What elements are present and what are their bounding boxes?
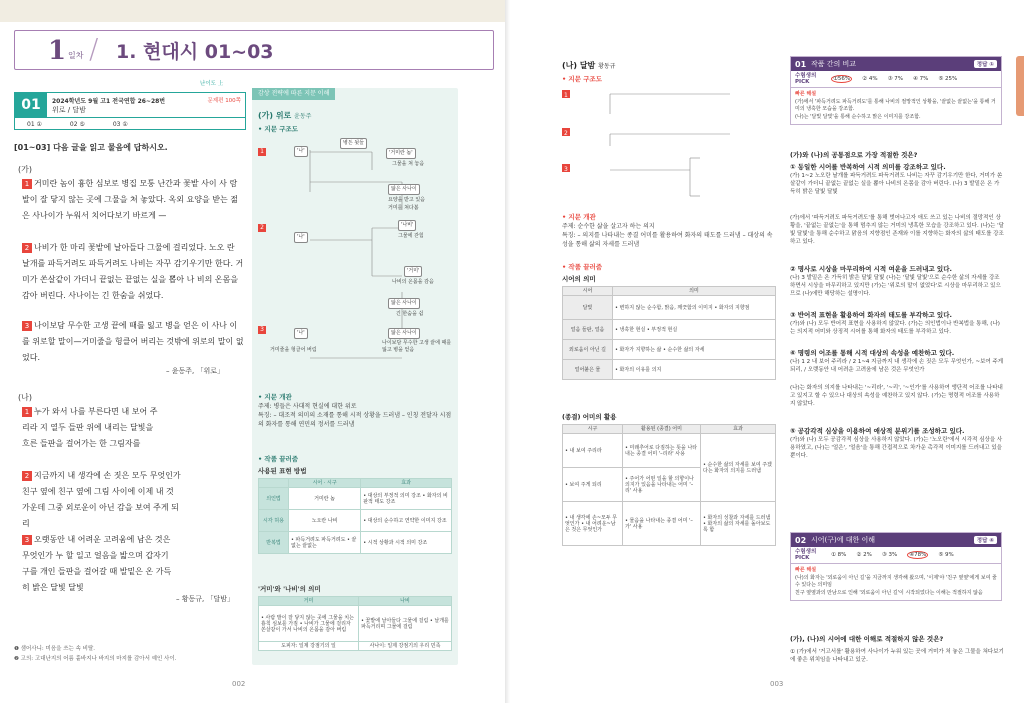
para-text: 거미란 놈이 흉한 심보로 병집 모퉁 난간과 꽃밭 사이 사 람 발이 잘 닿지 않는 곳에 그물을 쳐 놓았다. 옥외 요양을 받는 젊은 사나이가 누워서 치어다보기 바르게 — xyxy=(22,179,238,220)
diagram-butterfly: '나비' xyxy=(398,220,416,231)
answer-card-01 xyxy=(790,56,1002,125)
diagram-man-3: 앓은 사나이 xyxy=(388,328,420,339)
table-cell: 외로움이 아닌 길 xyxy=(563,340,613,360)
table-cell: 의인법 xyxy=(259,488,289,510)
expl-label: 빠른 해설 xyxy=(795,91,817,97)
para-number: 2 xyxy=(22,243,32,253)
q01-opt5-expl: (가)와 (나) 모두 공감각적 심상을 사용하지 않았다. (가)는 '노오란'에서 시각적 심상을 사용하였고, (나)는 '얼은', '얼음'을 통해 간접적으로 차가운 촉각적 이미지를 드러내고 있을 뿐이다. xyxy=(790,437,1003,459)
table-head: 효과 xyxy=(361,479,452,488)
table-cell: 시각 허용 xyxy=(259,510,289,532)
passage-ga-para-1 xyxy=(22,176,244,224)
q01-stem: (가)와 (나)의 공통점으로 가장 적절한 것은? xyxy=(790,151,918,159)
svg-text:3: 3 xyxy=(564,166,568,173)
pick-4: ④78% xyxy=(909,552,927,558)
answer-row xyxy=(15,117,245,130)
expl-item: (나)는 '달빛 달빛'을 통해 순수하고 맑은 이미지를 강조함. xyxy=(795,113,921,120)
table-head: 시어 · 시구 xyxy=(289,479,361,488)
passage-na-para-3 xyxy=(22,532,172,596)
pick-1: ① 8% xyxy=(831,552,847,558)
table-cell: • 냉혹한 현실 • 부정적 현실 xyxy=(613,320,776,340)
diagram-spider: '거미란 놈' xyxy=(386,148,416,159)
table-head: 거미 xyxy=(259,597,359,606)
table-cell: • 주어가 어떤 일을 할 의향이나 의지가 있음을 나타내는 어미 '–리' 사용 xyxy=(623,468,701,502)
para-text: 나이보담 무수한 고생 끝에 때를 잃고 병을 얻은 이 사나 이를 위로할 말이—거미줄을 헝클어 버리는 것밖에 위로의 말이 없었다. xyxy=(22,321,244,362)
na-structure-diagram xyxy=(560,84,780,204)
expl-item: (가)에서 '파득거려도 파득거려도'를 통해 나비의 절망적인 상황을, '끝없는 끝없는'을 통해 거미의 냉혹한 모습을 강조함. xyxy=(795,98,996,112)
pick-5: ⑤ 9% xyxy=(938,552,954,558)
table-cell: 얼음 들판, 얼음 xyxy=(563,320,613,340)
table-cell: • 변하지 않는 순수함, 맑음, 깨끗함의 이미지 • 화자의 지향점 xyxy=(613,296,776,320)
diagram-spider-2: '거미' xyxy=(404,266,422,277)
table-corner xyxy=(259,479,289,488)
q02-opt1: ① (가)에서 '거고서를' 활용하여 사나이가 누워 있는 곳에 거미가 처 놓은 그물을 쳐다보기에 좋은 위치임을 나타내고 있군. xyxy=(790,649,1004,663)
diagram-man-3-desc: 나이보담 무수한 고생 끝에 때를 잃고 병을 얻음 xyxy=(382,340,452,353)
diagram-man: 앓은 사나이 xyxy=(388,184,420,195)
diagram-i-3: '나' xyxy=(294,328,308,339)
answer-03: 03 ① xyxy=(112,120,128,128)
pick-2: ② 4% xyxy=(862,76,878,82)
day-label: 일차 xyxy=(68,51,84,60)
day-number: 1 xyxy=(48,36,67,66)
table-cell: • 파득거려도 파득거려도 • 끝없는 끝없는 xyxy=(289,532,361,554)
meaning-label: '거미'와 '나비'의 의미 xyxy=(258,585,321,593)
para-text: 나비가 한 마리 꽃밭에 날아들다 그물에 걸리었다. 노오 란 날개를 파득거려도 파득거려도 나비는 자꾸 감기우기만 한다. 거미가 쏜살같이 가더니 끝없는 끝없는 실을 뽑아 나 비의 온몸을 감아 버린다. 사나이는 긴 한숨을 쉬었다. xyxy=(22,243,244,300)
answer-card-title: 시어(구)에 대한 이해 xyxy=(811,536,876,544)
quick-explanation xyxy=(791,564,1001,600)
na-ending-table xyxy=(562,424,776,546)
table-cell: 반복법 xyxy=(259,532,289,554)
diagram-man-2: 앓은 사나이 xyxy=(388,298,420,309)
para-number: 3 xyxy=(22,321,32,331)
para-text: 누가 와서 나를 부른다면 내 보어 주리라 지 열두 들판 위에 내리는 달빛을 흐른 들판을 걸어가는 한 그림자를 xyxy=(22,407,158,448)
analysis-panel xyxy=(252,88,458,665)
q01-opt3: ③ 반어적 표현을 활용하여 화자의 태도를 부각하고 있다. xyxy=(790,311,952,319)
diagram-top: 병든 뒷들 xyxy=(340,138,367,149)
expl-item: (나)의 화자는 '외로움이 아닌 길'을 지금까지 생각해 왔으며, '이제'야 '친구 옆옆'에게 보여 줄 수 있다는 의미임 xyxy=(795,574,997,588)
na-meaning-table xyxy=(562,286,776,380)
passage-ga-label: (가) xyxy=(18,165,32,174)
answer-card-header xyxy=(791,533,1001,547)
passage-ga-para-3 xyxy=(22,318,244,366)
question-count: 문제편 100쪽 xyxy=(207,98,241,104)
header-slash: / xyxy=(89,32,99,65)
para-text: 오랫동안 내 어려운 고려움에 남은 것은 무엇인가 누 할 일고 얼음을 밟으며 갑자기 구를 개인 들판을 걸어갈 때 발밑은 온 가득히 밝은 달빛 달빛 xyxy=(22,535,172,592)
pick-row xyxy=(791,71,1001,88)
table-cell: 도피자: 일제 강점기의 일 xyxy=(259,642,359,651)
passage-na-para-1 xyxy=(22,404,162,452)
work-label: • 작품 끝러줌 xyxy=(258,455,299,463)
table-cell: • 순수한 삶의 자세를 보여 주겠다는 화자의 의지를 드러냄 xyxy=(701,434,776,502)
pick-2: ② 2% xyxy=(856,552,872,558)
table-cell: • 사람 발이 잘 닿지 않는 곳에 그물을 치는 흉칙 심보를 가짐 • 나비가 그물에 걸리자 쏜살같이 가서 나비의 온몸을 감아 버림 xyxy=(259,606,359,642)
table-head: 효과 xyxy=(701,425,776,434)
q01-opt2: ② 명사로 시상을 마무리하여 시적 여운을 드러내고 있다. xyxy=(790,265,952,273)
panel-author: 윤동주 xyxy=(294,113,312,120)
table-cell: 얼어붙은 물 xyxy=(563,360,613,380)
table-cell: • 대상의 순수하고 연약한 이미지 강조 xyxy=(361,510,452,532)
table-head: 나비 xyxy=(359,597,452,606)
passage-ga-para-2 xyxy=(22,240,244,304)
pick-1: ①56% xyxy=(833,76,851,82)
question-genre: 위로 / 달밤 xyxy=(52,106,86,114)
q01-opt1-expl: (가)에서 '파득거려도 파득거려도'를 통해 벗어나고자 애도 쓰고 있는 나비의 절망적인 상황을, '끝없는 끝없는'을 통해 멈추지 않는 거미의 냉혹한 모습을 강조하고 있다. (나)는 '달빛 달빛'을 통해 순수하고 맑음의 지향점인 존재와 이를 지향하는 화자의 삶의 태도를 강조하고 있다. xyxy=(790,215,1004,245)
diagram-man-b: 거미를 쳐다봄 xyxy=(388,205,419,211)
table-cell: • 대상의 부정적 의미 강조 • 화자의 비판적 태도 강조 xyxy=(361,488,452,510)
svg-text:1: 1 xyxy=(564,92,568,99)
pick-4: ④ 7% xyxy=(912,76,929,82)
question-info-box xyxy=(14,92,246,130)
q01-opt1: ① 동일한 시어를 반복하여 시적 의미를 강조하고 있다. xyxy=(790,163,946,171)
top-band xyxy=(0,0,505,22)
para-number: 1 xyxy=(22,407,32,417)
answer-card-02 xyxy=(790,532,1002,601)
table-cell: 거미란 놈 xyxy=(289,488,361,510)
footnote-1: ❶ 샘어사니: 미음을 쓰는 속 비탈. xyxy=(14,646,96,652)
para-number: 2 xyxy=(22,471,32,481)
answer-01: 01 ① xyxy=(27,120,42,128)
q02-stem: (가), (나)의 시어에 대한 이해로 적절하지 않은 것은? xyxy=(790,635,944,643)
answer-card-number: 02 xyxy=(795,535,807,545)
diagram-man-3-action: 거미줄을 헝클어 버림 xyxy=(270,347,317,353)
diagram-i: '나' xyxy=(294,146,308,157)
panel-title-text: (가) 위로 xyxy=(258,111,292,120)
right-page-number: 003 xyxy=(770,680,784,688)
diagram-num-2: 2 xyxy=(258,224,266,232)
na-theme: 주제: 순수한 삶을 살고자 하는 의지 xyxy=(562,223,655,230)
question-number: 01 xyxy=(15,93,47,117)
na-theme-label: • 지문 개관 xyxy=(562,213,596,221)
left-page xyxy=(0,0,505,703)
table-cell: 달빛 xyxy=(563,296,613,320)
answer-card-title: 작품 간의 비교 xyxy=(811,60,857,68)
na-title-text: (나) 달밤 xyxy=(562,61,596,70)
footnote-2: ❷ 고의: 고대난지의 어름 홑바지나 바지의 마지를 감아서 예인 사이. xyxy=(14,656,177,662)
question-source: 2024학년도 9월 고1 전국연합 26~28번 xyxy=(52,98,166,105)
feature-text: 특징: – 대조적 의미의 소재를 통해 시적 상황을 드러냄 – 인칭 전달자 시점의 화자를 통해 연민의 정서를 드러냄 xyxy=(258,412,452,428)
para-number: 1 xyxy=(22,179,32,189)
table-cell: • 내 생각에 손~모두 무엇인가 • 내 어려운~남은 것은 무엇인가 xyxy=(563,502,623,546)
answer-02: 02 ⑤ xyxy=(69,120,85,128)
diagram-spider-desc: 그물을 쳐 놓음 xyxy=(392,161,425,167)
expl-label: 빠른 해설 xyxy=(795,567,817,573)
na-feature: 특징: – 의지를 나타내는 종결 어미를 활용하여 화자의 태도를 드러냄 – 대상의 속성을 통해 삶의 자세를 드러냄 xyxy=(562,232,773,248)
meaning-table xyxy=(258,596,452,651)
diagram-num-1: 1 xyxy=(258,148,266,156)
table-cell: • 시적 상황과 시적 의미 강조 xyxy=(361,532,452,554)
table-cell: • 화자의 성찰과 자세를 드러냄 • 화자의 삶의 자세를 돌아보도록 함 xyxy=(701,502,776,546)
table-head: 시어 xyxy=(563,287,613,296)
table-cell: • 내 보여 주리라 xyxy=(563,434,623,468)
passage-na-para-2 xyxy=(22,468,182,532)
table-head: 의미 xyxy=(613,287,776,296)
q01-opt4: ④ 명령의 어조를 통해 시적 대상의 속성을 예찬하고 있다. xyxy=(790,349,955,357)
diagram-num-3: 3 xyxy=(258,326,266,334)
answer-correct-badge: 정답 ① xyxy=(974,60,997,68)
work-sub: 사용된 표현 방법 xyxy=(258,467,307,475)
table-head: 시구 xyxy=(563,425,623,434)
q01-opt4-quote: (나) 1 2 내 보어 주리라 / 2 1~4 지금까지 내 생각에 손 짓은 모두 무엇인가, ~보여 주게 되리, / 오랫동안 내 어려운 고려움에 남은 것은 무엇인가 xyxy=(790,359,1004,373)
na-title xyxy=(562,60,615,71)
table-cell: • 물음을 나타내는 종결 어미 '–가' 사용 xyxy=(623,502,701,546)
diagram-i-2: '나' xyxy=(294,232,308,243)
table-cell: • 미래추어로 다짐하는 뜻을 나타내는 종결 어미 '–리라' 사용 xyxy=(623,434,701,468)
na-meaning-label: 시어의 의미 xyxy=(562,275,596,283)
panel-title xyxy=(258,110,311,121)
pick-label: 수험생의 PICK xyxy=(795,549,817,561)
q01-opt2-expl: (나) 3 발밑은 온 가득히 밝은 달빛 달빛 (나)는 '달빛 달빛'으로 순수한 삶의 자세를 강조하면서 시상을 마무리하고 있지만 (가)는 '위로의 말이 없었다'로 시상을 마무리하고 있으므로 (나)에만 해당하는 설명이다. xyxy=(790,275,1001,297)
diagram-man-a: 요양을 받고 있음 xyxy=(388,197,425,203)
expression-table xyxy=(258,478,452,554)
theme-text: 주제: 병들은 사대적 현실에 대한 위로 xyxy=(258,403,357,410)
pick-row xyxy=(791,547,1001,564)
pick-label: 수험생의 PICK xyxy=(795,73,817,85)
answer-card-header xyxy=(791,57,1001,71)
table-cell: 노오란 나비 xyxy=(289,510,361,532)
q01-opt3-expl: (가)와 (나) 모두 반어적 표현을 사용하지 않았다. (가)는 의인법이나 반복법을 통해, (나)는 의지적 어미와 상징적 시어를 통해 화자의 태도를 부각하고 있다. xyxy=(790,321,1000,335)
difficulty-label: 난이도 上 xyxy=(200,81,224,87)
na-structure-label: • 지문 구조도 xyxy=(562,75,603,83)
passage-na-label: (나) xyxy=(18,393,32,402)
na-work-label: • 작품 끝러줌 xyxy=(562,263,603,271)
passage-ga-author: – 윤동주, 「위로」 xyxy=(166,367,224,375)
answer-correct-badge: 정답 ④ xyxy=(974,536,997,544)
structure-label: • 지문 구조도 xyxy=(258,125,299,133)
left-page-number: 002 xyxy=(232,680,246,688)
diagram-butterfly-desc: 그물에 갇힘 xyxy=(398,233,424,239)
quick-explanation xyxy=(791,88,1001,124)
q01-opt1-quote: (가) 1~2 노오란 날개를 파득거려도 파득거려도 나비는 자꾸 감기우기만 한다, 거미가 쏜살같이 가더니 끝없는 끝없는 실을 뽑아 나비의 온몸을 감아 버린다. (나) 3 발밑은 온 가득히 밝은 달빛 달빛 xyxy=(790,173,1003,195)
table-head: 활용된 (종결) 어미 xyxy=(623,425,701,434)
para-text: 지금까지 내 생각에 손 짓은 모두 무엇인가 친구 옆에 친구 옆에 그림 사이에 이제 내 것 가운데 그중 외로운이 아닌 감을 보여 주게 되리 xyxy=(22,471,181,528)
pick-5: ⑤ 25% xyxy=(938,76,958,82)
na-author: 황동규 xyxy=(598,63,616,70)
table-cell: • 보여 주게 되리 xyxy=(563,468,623,502)
table-cell: • 꽃밭에 날아들다 그물에 걸림 • 날개를 파득거리며 그물에 걸림 xyxy=(359,606,452,642)
q01-opt5: ⑤ 공감각적 심상을 이용하여 애상적 분위기를 조성하고 있다. xyxy=(790,427,965,435)
unit-title: 1. 현대시 01~03 xyxy=(116,41,274,63)
table-cell: 사나이: 일제 강점기의 우리 민족 xyxy=(359,642,452,651)
panel-header: 감상 전략에 따른 지문 이해 xyxy=(252,88,335,100)
svg-text:2: 2 xyxy=(564,130,568,137)
theme-label: • 지문 개관 xyxy=(258,393,292,401)
table-cell: • 화자가 지향하는 삶 • 순수한 삶의 자세 xyxy=(613,340,776,360)
pick-3: ③ 3% xyxy=(881,552,898,558)
diagram-man-2-desc: 긴 한숨을 쉼 xyxy=(396,311,424,317)
q01-opt4-expl: (나)는 화자의 의지를 나타내는 '~리라', '~리', '~인가'를 사용하여 앵단적 어조를 나타내고 있지고 할 수 있으나 대상의 속성을 예찬하고 있지 않다. (가)는 명령적 어조를 사용하지 않았다. xyxy=(790,385,1003,407)
na-ending-label: (종결) 어미의 활용 xyxy=(562,413,617,421)
side-tab xyxy=(1016,56,1024,116)
passage-na-author: – 황동규, 「달밤」 xyxy=(176,595,234,603)
pick-3: ③ 7% xyxy=(887,76,903,82)
instruction: [01~03] 다음 글을 읽고 물음에 답하시오. xyxy=(14,143,168,152)
table-cell: • 화자의 이유를 의지 xyxy=(613,360,776,380)
diagram-spider-2-desc: 나비의 온몸을 감음 xyxy=(392,279,434,285)
para-number: 3 xyxy=(22,535,32,545)
expl-item: 친구 옆옆과의 만남으로 인해 '외로움이 아닌 길'이 시작되었다는 이해는 적절하지 않음 xyxy=(795,589,983,596)
answer-card-number: 01 xyxy=(795,59,807,69)
